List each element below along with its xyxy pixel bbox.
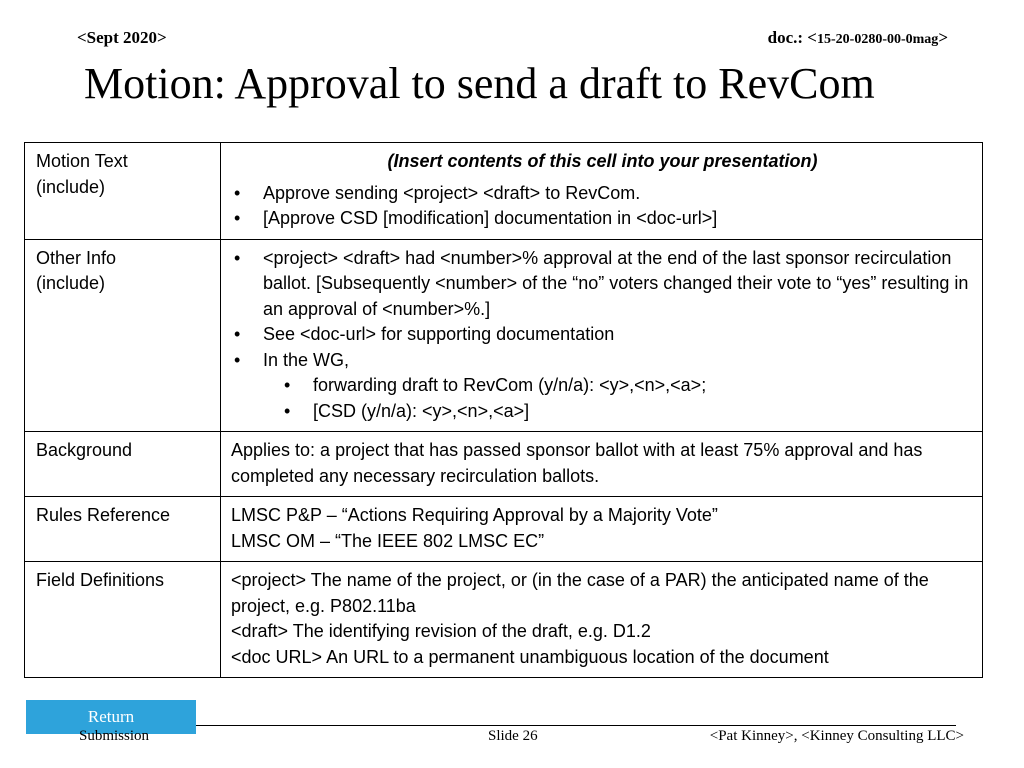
- sub-bullet-item: • forwarding draft to RevCom (y/n/a): <y>,<n>,<a>;: [281, 373, 974, 399]
- table-row-background: [25, 432, 983, 497]
- motion-text-label: [25, 143, 221, 240]
- definition-line: <draft> The identifying revision of the draft, e.g. D1.2: [231, 621, 651, 641]
- motion-table: [24, 142, 983, 678]
- rules-reference-label: Rules Reference: [25, 497, 221, 562]
- doc-suffix: >: [938, 28, 948, 47]
- header-date: <Sept 2020>: [77, 28, 167, 47]
- table-row-rules-reference: [25, 497, 983, 562]
- other-info-label: [25, 239, 221, 432]
- background-content: Applies to: a project that has passed sponsor ballot with at least 75% approval and has completed any necessary recirculation ballots.: [221, 432, 983, 497]
- footer-submission: Submission: [79, 728, 150, 744]
- other-info-content: [221, 239, 983, 432]
- bullet-item: • [Approve CSD [modification] documentation in <doc-url>]: [231, 206, 974, 232]
- label-line: (include): [36, 273, 106, 293]
- background-label: Background: [25, 432, 221, 497]
- other-info-bullets: [231, 246, 974, 425]
- rules-reference-content: [221, 497, 983, 562]
- table-row-field-definitions: [25, 562, 983, 678]
- motion-text-content: [221, 143, 983, 240]
- definition-line: <doc URL> An URL to a permanent unambiguous location of the document: [231, 646, 829, 667]
- bullet-item: • <project> <draft> had <number>% approval at the end of the last sponsor recirculation ballot. [Subsequently <number> of the “no” voters changed their vote to “yes” resulting in an approval of <number>%.]: [231, 246, 974, 323]
- footer-slide-number: Slide 26: [488, 728, 538, 744]
- definition-line: <project> The name of the project, or (in the case of a PAR) the anticipated name of the project, e.g. P802.11ba: [231, 570, 929, 616]
- field-definitions-content: [221, 562, 983, 678]
- footer-divider: [196, 725, 956, 726]
- field-definitions-label: Field Definitions: [25, 562, 221, 678]
- wg-sub-bullets: [281, 373, 974, 424]
- label-line: Other Info: [36, 247, 117, 268]
- bullet-item: • See <doc-url> for supporting documentation: [231, 322, 974, 348]
- bullet-item: • Approve sending <project> <draft> to RevCom.: [231, 181, 974, 207]
- rules-line: LMSC OM – “The IEEE 802 LMSC EC”: [231, 530, 545, 551]
- bullet-item: [231, 348, 974, 425]
- motion-bullets: [231, 181, 974, 232]
- insert-note: (Insert contents of this cell into your presentation): [387, 151, 818, 171]
- table-row-motion-text: [25, 143, 983, 240]
- label-line: Motion Text: [36, 151, 128, 171]
- doc-prefix: doc.: <: [767, 28, 817, 47]
- table-row-other-info: [25, 239, 983, 432]
- rules-line: LMSC P&P – “Actions Requiring Approval by a Majority Vote”: [231, 505, 718, 525]
- page-title: Motion: Approval to send a draft to RevCom: [84, 59, 875, 108]
- header-doc-id: [768, 28, 948, 48]
- return-button[interactable]: Return: [26, 700, 196, 734]
- label-line: (include): [36, 176, 106, 197]
- doc-number: 15-20-0280-00-0mag: [817, 32, 939, 47]
- bullet-text: In the WG,: [263, 349, 350, 370]
- sub-bullet-item: • [CSD (y/n/a): <y>,<n>,<a>]: [281, 399, 974, 425]
- footer-author: <Pat Kinney>, <Kinney Consulting LLC>: [709, 728, 964, 744]
